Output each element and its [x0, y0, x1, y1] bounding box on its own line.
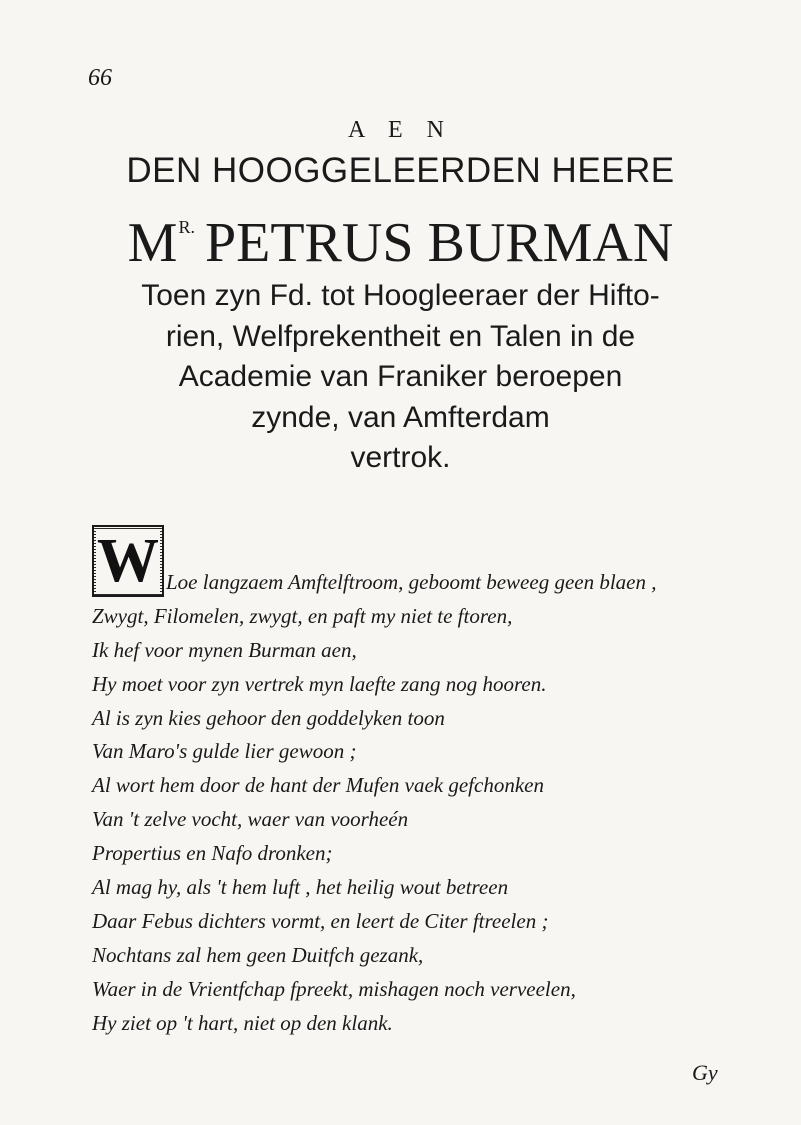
- heading-dedication: DEN HOOGGELEERDEN HEERE: [126, 151, 675, 190]
- catchword: Gy: [692, 1060, 718, 1085]
- poem-line: Daar Febus dichters vormt, en leert de Citer ftreelen ;: [92, 908, 549, 933]
- poem-line: Hy ziet op 't hart, niet op den klank.: [92, 1010, 393, 1035]
- poem-line: Propertius en Nafo dronken;: [92, 841, 333, 866]
- heading-name: [0, 212, 801, 274]
- drop-cap-letter: W: [97, 527, 159, 595]
- poem-line: Van 't zelve vocht, waer van voorheén: [92, 807, 409, 832]
- heading-aen: A E N: [348, 117, 453, 143]
- poem-line: Waer in de Vrientfchap fpreekt, mishagen noch verveelen,: [92, 976, 576, 1001]
- honoree-name: PETRUS BURMAN: [204, 212, 674, 274]
- subtitle-line: Academie van Franiker beroepen: [178, 360, 623, 393]
- title-prefix: M: [127, 212, 178, 274]
- title-superscript: R.: [178, 217, 195, 237]
- subtitle-line: zynde, van Amfterdam: [251, 400, 550, 434]
- subtitle-line: rien, Welfprekentheit en Talen in de: [165, 319, 636, 353]
- poem-line: Al wort hem door de hant der Mufen vaek gefchonken: [92, 773, 544, 798]
- poem-line: Hy moet voor zyn vertrek myn laefte zang nog hooren.: [92, 671, 547, 696]
- subtitle-line: vertrok.: [350, 441, 451, 474]
- poem-line: Ik hef voor mynen Burman aen,: [92, 637, 357, 662]
- poem: [92, 566, 657, 1040]
- poem-line: Zwygt, Filomelen, zwygt, en paft my niet te ftoren,: [92, 603, 513, 628]
- poem-line: Loe langzaem Amftelftroom, geboomt beweeg geen blaen ,: [166, 570, 657, 594]
- subtitle-line: Toen zyn Fd. tot Hoogleeraer der Hifto-: [141, 279, 660, 312]
- subtitle: [0, 276, 801, 479]
- page-number: 66: [88, 65, 112, 91]
- poem-line: Nochtans zal hem geen Duitfch gezank,: [92, 942, 424, 967]
- poem-line: Al is zyn kies gehoor den goddelyken toon: [92, 705, 445, 730]
- poem-line: Al mag hy, als 't hem luft , het heilig wout betreen: [92, 875, 509, 900]
- poem-line: Van Maro's gulde lier gewoon ;: [92, 739, 357, 764]
